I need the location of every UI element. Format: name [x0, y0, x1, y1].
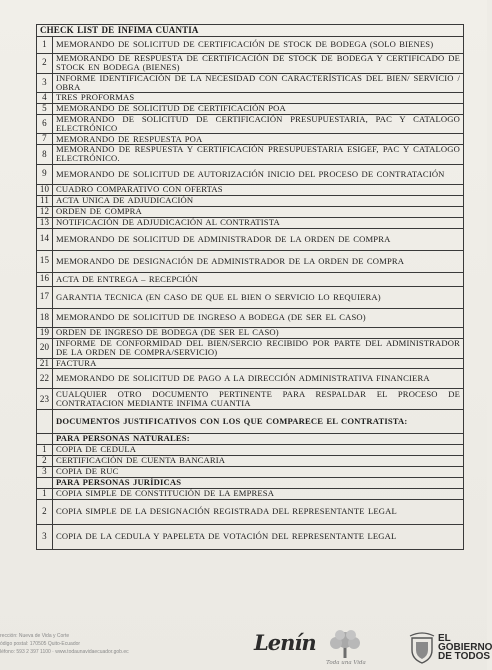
empty-cell — [37, 434, 53, 444]
row-text: MEMORANDO DE RESPUESTA Y CERTIFICACIÓN PRESUPUESTARIA ESIGEF, PAC Y CATALOGO ELECTRÓNICO. — [53, 145, 464, 165]
row-text: MEMORANDO DE SOLICITUD DE AUTORIZACIÓN INICIO DEL PROCESO DE CONTRATACIÓN — [53, 164, 464, 184]
row-number: 1 — [37, 37, 53, 54]
page-footer — [0, 628, 492, 670]
checklist-row — [37, 93, 464, 104]
row-number: 5 — [37, 103, 53, 114]
row-text: CUADRO COMPARATIVO CON OFERTAS — [53, 184, 464, 195]
row-text: TRES PROFORMAS — [53, 93, 464, 104]
row-number: 21 — [37, 358, 53, 369]
checklist-row — [37, 164, 464, 184]
row-text: MEMORANDO DE SOLICITUD DE ADMINISTRADOR DE LA ORDEN DE COMPRA — [53, 228, 464, 250]
checklist-row — [37, 327, 464, 338]
checklist-row — [37, 488, 464, 499]
checklist-row — [37, 114, 464, 134]
row-number: 17 — [37, 286, 53, 308]
row-number: 12 — [37, 206, 53, 217]
row-number: 3 — [37, 73, 53, 93]
row-text: CUALQUIER OTRO DOCUMENTO PERTINENTE PARA RESPALDAR EL PROCESO DE CONTRATACION MEDIANTE INFIMA CUANTIA — [53, 389, 464, 410]
title-row — [37, 25, 464, 37]
row-number: 3 — [37, 466, 53, 477]
row-text: MEMORANDO DE SOLICITUD DE CERTIFICACIÓN PRESUPUESTARIA, PAC Y CATALOGO ELECTRÓNICO — [53, 114, 464, 134]
row-number: 1 — [37, 488, 53, 499]
row-text: ACTA UNICA DE ADJUDICACIÓN — [53, 195, 464, 206]
checklist-row — [37, 103, 464, 114]
row-text: ORDEN DE INGRESO DE BODEGA (DE SER EL CASO) — [53, 327, 464, 338]
row-number: 22 — [37, 369, 53, 389]
row-number: 15 — [37, 250, 53, 272]
checklist-row — [37, 389, 464, 410]
checklist-row — [37, 444, 464, 455]
checklist-row — [37, 369, 464, 389]
row-text: COPIA DE CEDULA — [53, 444, 464, 455]
naturales-heading: PARA PERSONAS NATURALES: — [53, 434, 464, 444]
row-number: 6 — [37, 114, 53, 134]
checklist-row — [37, 73, 464, 93]
row-text: ACTA DE ENTREGA – RECEPCIÓN — [53, 272, 464, 286]
checklist-row — [37, 184, 464, 195]
row-number: 10 — [37, 184, 53, 195]
row-text: INFORME IDENTIFICACIÓN DE LA NECESIDAD CON CARACTERÍSTICAS DEL BIEN/ SERVICIO / OBRA — [53, 73, 464, 93]
row-number: 20 — [37, 338, 53, 358]
row-number: 2 — [37, 499, 53, 524]
checklist-row — [37, 308, 464, 327]
row-text: MEMORANDO DE SOLICITUD DE INGRESO A BODEGA (DE SER EL CASO) — [53, 308, 464, 327]
checklist-row — [37, 195, 464, 206]
checklist-row — [37, 499, 464, 524]
row-number: 19 — [37, 327, 53, 338]
footer-address — [0, 632, 150, 656]
row-number: 18 — [37, 308, 53, 327]
row-text: COPIA SIMPLE DE LA DESIGNACIÓN REGISTRADA DEL REPRESENTANTE LEGAL — [53, 499, 464, 524]
row-number: 8 — [37, 145, 53, 165]
row-number: 4 — [37, 93, 53, 104]
coat-of-arms-icon — [408, 632, 436, 664]
row-text: CERTIFICACIÓN DE CUENTA BANCARIA — [53, 455, 464, 466]
row-text: MEMORANDO DE RESPUESTA DE CERTIFICACIÓN DE STOCK DE BODEGA Y CERTIFICADO DE STOCK EN BODEGA (BIENES) — [53, 54, 464, 74]
row-number: 23 — [37, 389, 53, 410]
tree-logo-caption: Toda una Vida — [326, 660, 366, 666]
row-text: GARANTIA TECNICA (EN CASO DE QUE EL BIEN O SERVICIO LO REQUIERA) — [53, 286, 464, 308]
row-number: 1 — [37, 444, 53, 455]
signature-logo: Lenín — [254, 630, 316, 655]
checklist-title: CHECK LIST DE INFIMA CUANTIA — [37, 25, 464, 37]
checklist-row — [37, 206, 464, 217]
row-number: 7 — [37, 134, 53, 145]
checklist-row — [37, 524, 464, 549]
checklist-row — [37, 338, 464, 358]
checklist-row — [37, 37, 464, 54]
section-row — [37, 477, 464, 488]
empty-cell — [37, 477, 53, 488]
empty-cell — [37, 410, 53, 434]
section-row — [37, 410, 464, 434]
checklist-row — [37, 145, 464, 165]
gov-line: EL — [438, 633, 451, 644]
row-number: 2 — [37, 54, 53, 74]
checklist-row — [37, 466, 464, 477]
checklist-row — [37, 250, 464, 272]
checklist-row — [37, 455, 464, 466]
address-line: ódigo postal: 170505 Quito-Ecuador — [0, 641, 81, 647]
row-text: ORDEN DE COMPRA — [53, 206, 464, 217]
gov-line: DE TODOS — [438, 651, 491, 662]
row-number: 13 — [37, 217, 53, 228]
row-number: 2 — [37, 455, 53, 466]
address-line: rección: Nueva de Vida y Corte — [0, 633, 70, 639]
row-text: COPIA SIMPLE DE CONSTITUCIÓN DE LA EMPRESA — [53, 488, 464, 499]
row-text: FACTURA — [53, 358, 464, 369]
address-line: léfono: 593 2 397 1100 · www.todaunavidaecuador.gob.ec — [0, 649, 129, 655]
row-text: MEMORANDO DE SOLICITUD DE CERTIFICACIÓN DE STOCK DE BODEGA (SOLO BIENES) — [53, 37, 464, 54]
row-text: MEMORANDO DE SOLICITUD DE PAGO A LA DIRECCIÓN ADMINISTRATIVA FINANCIERA — [53, 369, 464, 389]
checklist-row — [37, 228, 464, 250]
row-text: COPIA DE RUC — [53, 466, 464, 477]
juridicas-heading: PARA PERSONAS JURÍDICAS — [53, 477, 464, 488]
row-text: MEMORANDO DE RESPUESTA POA — [53, 134, 464, 145]
row-text: INFORME DE CONFORMIDAD DEL BIEN/SERCIO RECIBIDO POR PARTE DEL ADMINISTRADOR DE LA ORDEN DE COMPRA/SERVICIO) — [53, 338, 464, 358]
row-text: COPIA DE LA CEDULA Y PAPELETA DE VOTACIÓN DEL REPRESENTANTE LEGAL — [53, 524, 464, 549]
checklist-table — [36, 24, 464, 550]
section-row — [37, 434, 464, 444]
row-number: 14 — [37, 228, 53, 250]
row-number: 3 — [37, 524, 53, 549]
row-number: 16 — [37, 272, 53, 286]
checklist-body — [37, 25, 464, 550]
row-text: MEMORANDO DE DESIGNACIÓN DE ADMINISTRADOR DE LA ORDEN DE COMPRA — [53, 250, 464, 272]
row-text: MEMORANDO DE SOLICITUD DE CERTIFICACIÓN POA — [53, 103, 464, 114]
checklist-row — [37, 358, 464, 369]
justificativos-heading: DOCUMENTOS JUSTIFICATIVOS CON LOS QUE COMPARECE EL CONTRATISTA: — [53, 410, 464, 434]
checklist-row — [37, 286, 464, 308]
checklist-row — [37, 217, 464, 228]
row-number: 11 — [37, 195, 53, 206]
government-logo-text — [438, 634, 492, 661]
row-text: NOTIFICACIÓN DE ADJUDICACIÓN AL CONTRATISTA — [53, 217, 464, 228]
gov-line: GOBIERNO — [438, 642, 492, 653]
checklist-row — [37, 272, 464, 286]
checklist-row — [37, 54, 464, 74]
row-number: 9 — [37, 164, 53, 184]
checklist-row — [37, 134, 464, 145]
